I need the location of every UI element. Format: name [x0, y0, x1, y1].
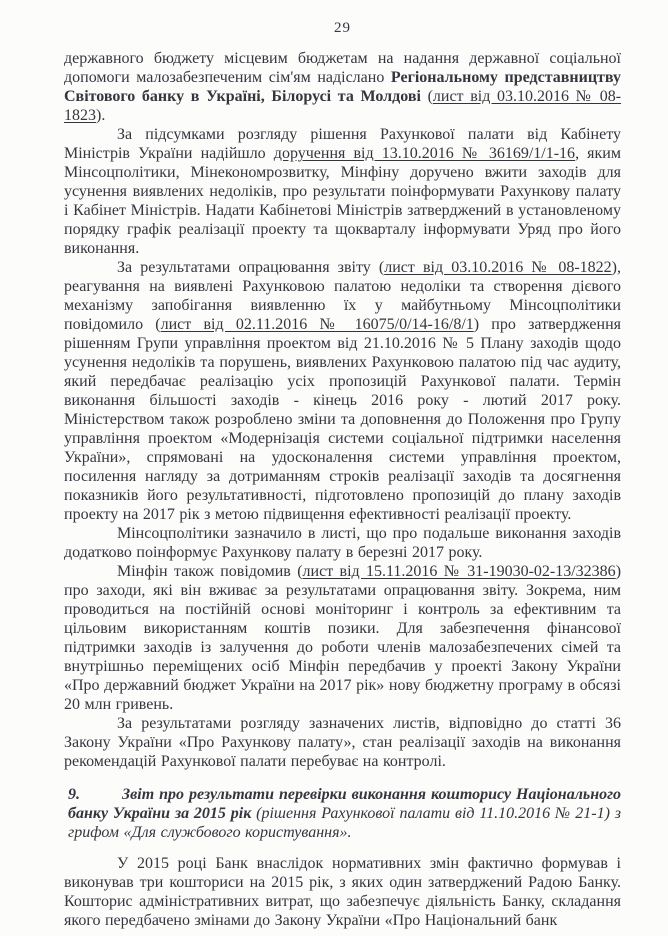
page-number: 29 [334, 20, 351, 36]
document-reference: лист від 03.10.2016 № 08-1823 [64, 88, 622, 124]
paragraph [64, 49, 621, 125]
heading-number: 9. [68, 786, 80, 803]
text-run: ). [96, 107, 106, 124]
document-reference: лист від 02.11.2016 № 16075/0/14-16/8/1 [160, 316, 474, 333]
section-heading [64, 785, 621, 842]
text-run: Регіональному представництву Світового банку в Україні, Білорусі та Молдові [64, 69, 622, 105]
text-run: ) про заходи, які він вживає за результатами опрацювання звіту. Зокрема, ним проводиться на постійній основі моніторинг і контроль за ефективним та цільовим використанням коштів позики. Для забезпечення фінансової підтримки заходів із залучення до роботи членів малозабезпечених сімей та внутрішньо переміщених осіб Мінфін передбачив у проекті Закону України «Про державний бюджет України на 2017 рік» нову бюджетну програму в обсязі 20 млн гривень. [64, 563, 622, 713]
paragraph [64, 562, 621, 714]
text-run: Мінсоцполітики зазначило в листі, що про подальше виконання заходів додатково поінформує Рахункову палату в березні 2017 року. [64, 525, 621, 561]
document-reference: доручення від 13.10.2016 № 36169/1/1-16 [273, 145, 576, 162]
paragraph [64, 258, 621, 524]
text-run: , яким Мінсоцполітики, Мінекономрозвитку, Мінфіну доручено вжити заходів для усунення виявлених недоліків, про результати поінформувати Рахункову палату і Кабінет Міністрів. Надати Кабінетові Міністрів затверджений в установленому порядку графік реалізації проекту та щокварталу інформувати Уряд про його виконання. [64, 145, 621, 257]
text-run: За результатами опрацювання звіту ( [117, 259, 385, 276]
paragraph [64, 854, 621, 930]
document-reference: лист від 03.10.2016 № 08-1822 [384, 259, 612, 276]
text-run: Звіт про результати перевірки виконання кошторису Національного банку України за 2015 рік [68, 786, 621, 822]
text-run: У 2015 році Банк внаслідок нормативних змін фактично формував і виконував три кошториси на 2015 рік, з яких один затверджений Радою Банку. Кошторис адміністративних витрат, що забезпечує діяльність Банку, складання якого передбачено змінами до Закону України «Про Національний банк [64, 855, 621, 929]
text-run: державного бюджету місцевим бюджетам на надання державної соціальної допомоги малозабезпеченим сім'ям надіслано [64, 50, 621, 86]
paragraph [64, 125, 621, 258]
text-run: (рішення Рахункової палати від 11.10.2016 № 21-1) з грифом «Для службового користування». [68, 805, 621, 841]
text-run: За підсумками розгляду рішення Рахункової палати від Кабінету Міністрів України надійшло [64, 126, 621, 162]
paragraph [64, 714, 621, 771]
text-run: ( [420, 88, 433, 105]
document-content [64, 49, 621, 930]
text-run: ), реагування на виявлені Рахунковою палатою недоліки та створення дієвого механізму запобігання виявленню їх у майбутньому Мінсоцполітики повідомило ( [64, 259, 621, 333]
paragraph [64, 524, 621, 562]
text-run: За результатами розгляду зазначених листів, відповідно до статті 36 Закону України «Про Рахункову палату», стан реалізації заходів на виконання рекомендацій Рахункової палати перебуває на контролі. [64, 715, 621, 770]
text-run: ) про затвердження рішенням Групи управління проектом від 21.10.2016 № 5 Плану заходів щодо усунення недоліків та порушень, виявлених Рахунковою палатою під час аудиту, який передбачає реалізацію усіх пропозицій Рахункової палати. Термін виконання більшості заходів - кінець 2016 року - лютий 2017 року. Міністерством також розроблено зміни та доповнення до Положення про Групу управління проектом «Модернізація системи соціальної підтримки населення України», спрямовані на удосконалення системи управління проектом, посилення нагляду за дотриманням строків реалізації заходів та досягнення показників його результативності, підготовлено пропозицій до плану заходів проекту на 2017 рік з метою підвищення ефективності реалізації проекту. [64, 316, 622, 523]
document-reference: лист від 15.11.2016 № 31-19030-02-13/32386 [302, 563, 616, 580]
text-run: Мінфін також повідомив ( [117, 563, 303, 580]
